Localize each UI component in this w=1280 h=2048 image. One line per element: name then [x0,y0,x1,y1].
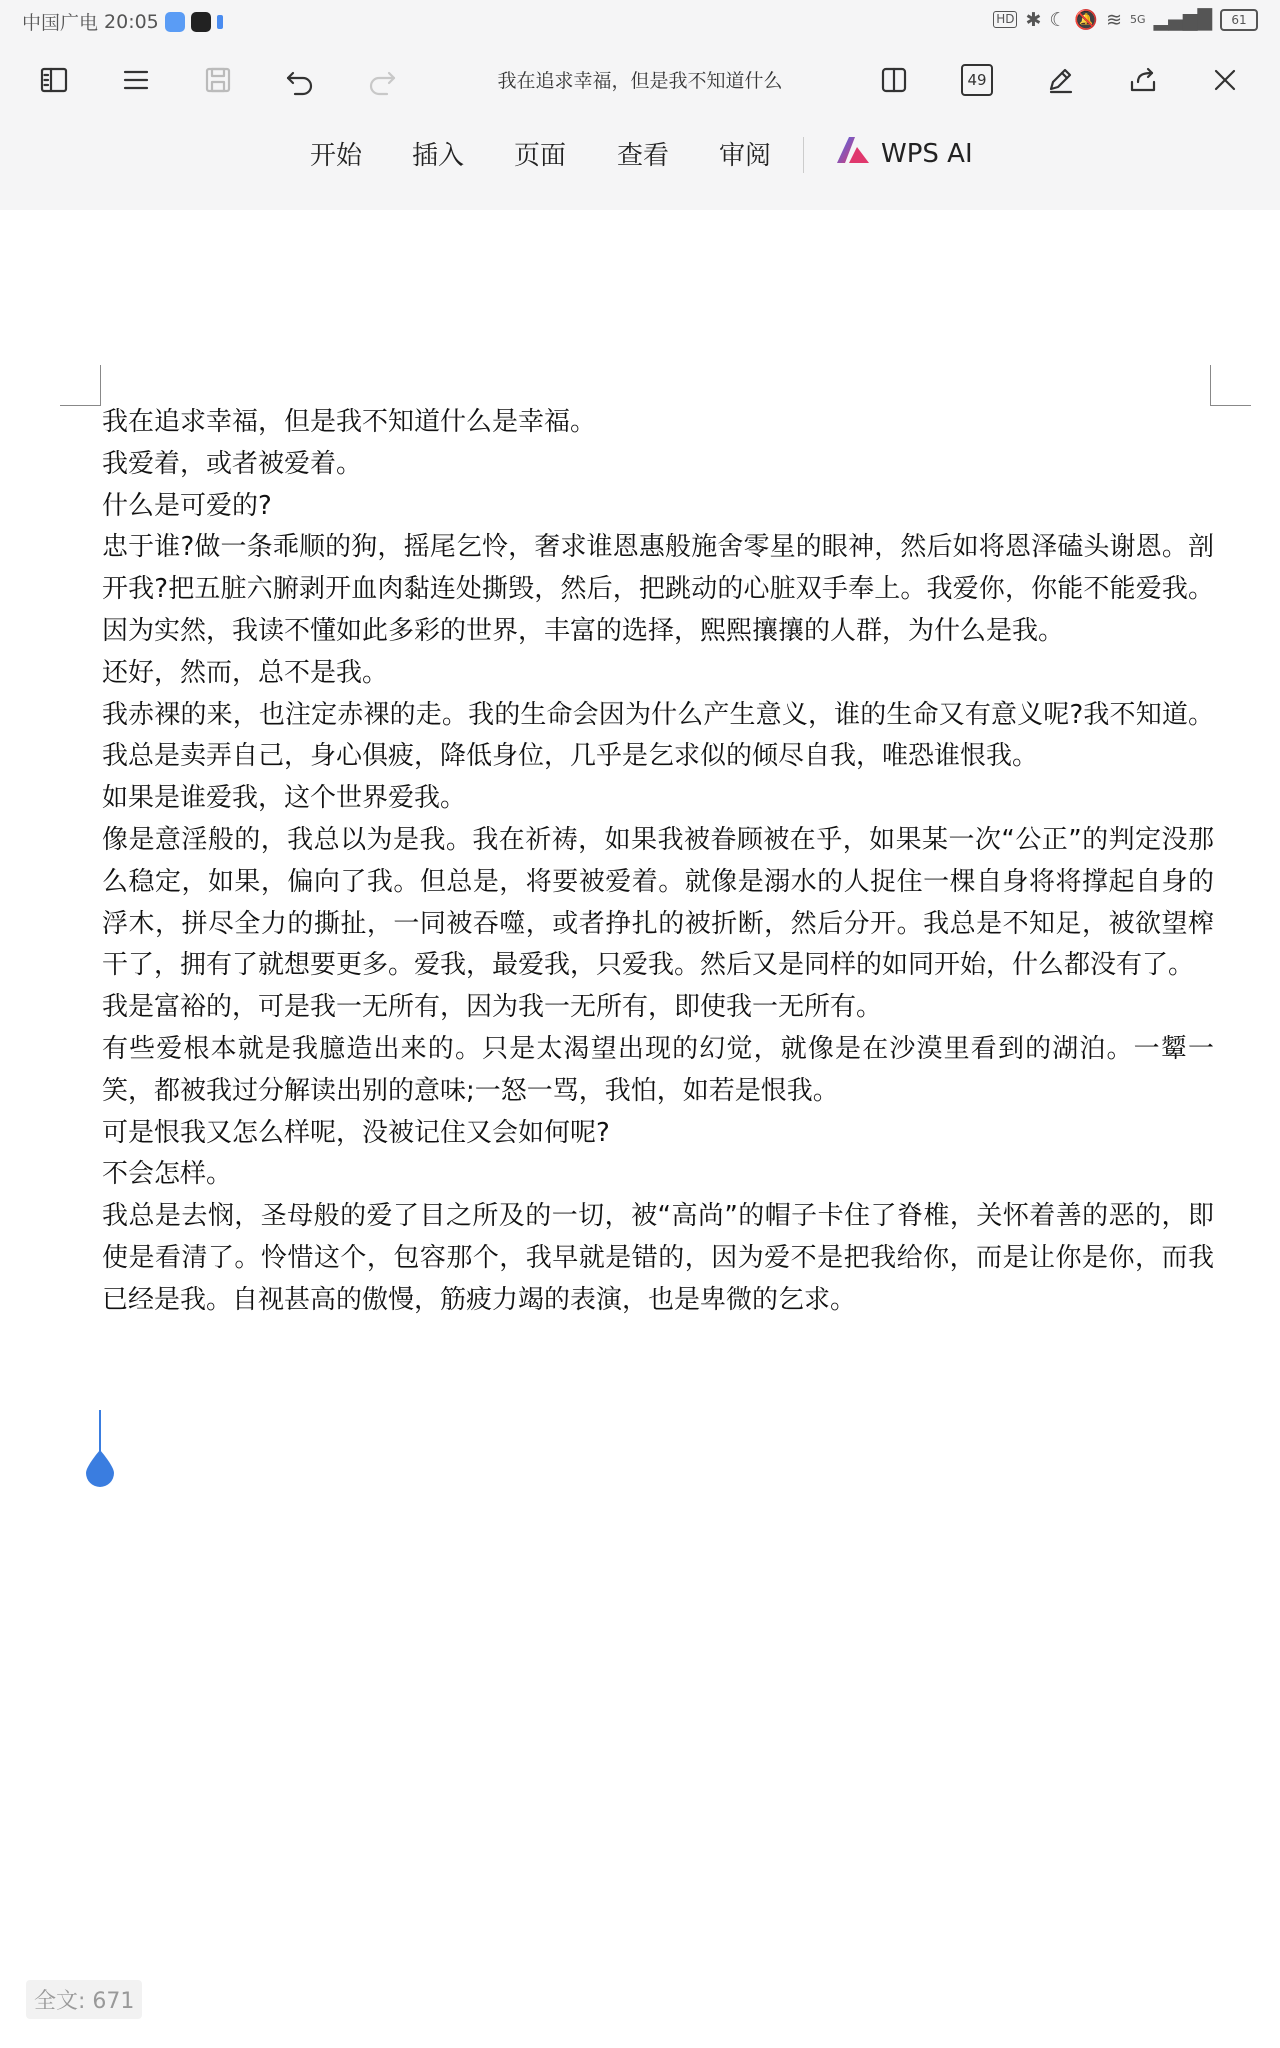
paragraph[interactable]: 像是意淫般的，我总以为是我。我在祈祷，如果我被眷顾被在乎，如果某一次“公正”的判定没那么稳定，如果，偏向了我。但总是，将要被爱着。就像是溺水的人捉住一棵自身将将撑起自身的浮木，拼尽全力的撕扯，一同被吞噬，或者挣扎的被折断，然后分开。我总是不知足，被欲望榨干了，拥有了就想要更多。爱我，最爱我，只爱我。然后又是同样的如同开始，什么都没有了。 [102,824,1214,981]
signal-indicator-icon [217,15,223,29]
battery-icon: 61 [1220,9,1258,31]
margin-corner-top-right [1210,365,1251,406]
document-toolbar [0,40,1280,118]
tab-page[interactable]: 页面 [514,141,567,171]
ribbon-tabs [0,125,1280,185]
status-bar [0,0,1280,40]
cell-signal-icon: ▂▄▆█ [1153,8,1212,31]
wps-ai-label: WPS AI [881,138,973,169]
save-button[interactable] [196,58,240,102]
paragraph[interactable]: 可是恨我又怎么样呢，没被记住又会如何呢? [102,1117,610,1148]
weather-app-icon [165,12,185,32]
menu-divider [803,137,804,173]
close-icon [1208,63,1242,97]
edit-pen-icon [1043,63,1077,97]
hd-icon: HD [993,11,1017,28]
share-icon [1126,63,1160,97]
moon-icon: ☾ [1049,8,1067,31]
page-count-button[interactable] [955,58,999,102]
document-title: 我在追求幸福，但是我不知道什么 [497,70,783,92]
bluetooth-icon: ✱ [1025,8,1042,31]
menu-button[interactable] [114,58,158,102]
paragraph[interactable]: 我爱着，或者被爱着。 [102,448,363,479]
close-button[interactable] [1203,58,1247,102]
tab-wps-ai[interactable] [835,135,973,172]
tab-insert[interactable]: 插入 [412,141,465,171]
paragraph[interactable]: 我在追求幸福，但是我不知道什么是幸福。 [102,407,597,437]
paragraph[interactable]: 还好，然而，总不是我。 [102,657,389,688]
paragraph[interactable]: 我赤裸的来，也注定赤裸的走。我的生命会因为什么产生意义，谁的生命又有意义呢?我不知道。我总是卖弄自己，身心俱疲，降低身位，几乎是乞求似的倾尽自我，唯恐谁恨我。 [102,699,1214,772]
page-count-icon: 49 [961,64,993,96]
clock: 20:05 [104,10,159,33]
wps-ai-logo-icon [835,135,871,172]
save-icon [201,63,235,97]
paragraph[interactable]: 我是富裕的，可是我一无所有，因为我一无所有，即使我一无所有。 [102,992,883,1023]
tab-review[interactable]: 审阅 [719,141,772,171]
paragraph[interactable]: 有些爱根本就是我臆造出来的。只是太渴望出现的幻觉，就像是在沙漠里看到的湖泊。一颦一笑，都被我过分解读出别的意味;一怒一骂，我怕，如若是恨我。 [102,1033,1214,1106]
split-view-icon [877,63,911,97]
notification-app-icon [191,12,211,32]
word-count-badge[interactable]: 全文: 671 [26,1980,142,2019]
paragraph[interactable]: 不会怎样。 [102,1159,233,1190]
margin-corner-top-left [60,365,101,406]
top-toolbar-area [0,0,1280,210]
undo-button[interactable] [278,58,322,102]
carrier-label: 中国广电 [22,12,99,34]
paragraph[interactable]: 如果是谁爱我，这个世界爱我。 [102,783,467,814]
sidebar-toggle-button[interactable] [32,58,76,102]
tab-start[interactable]: 开始 [310,141,363,171]
cursor-handle-icon[interactable] [83,1448,117,1488]
paragraph[interactable]: 我总是去悯，圣母般的爱了目之所及的一切，被“高尚”的帽子卡住了脊椎，关怀着善的恶的，即使是看清了。怜惜这个，包容那个，我早就是错的，因为爱不是把我给你，而是让你是你，而我已经是我。自视甚高的傲慢，筋疲力竭的表演，也是卑微的乞求。 [102,1201,1214,1315]
document-body[interactable] [102,402,1214,1322]
paragraph[interactable]: 忠于谁?做一条乖顺的狗，摇尾乞怜，奢求谁恩惠般施舍零星的眼神，然后如将恩泽磕头谢恩。剖开我?把五脏六腑剥开血肉黏连处撕毁，然后，把跳动的心脏双手奉上。我爱你，你能不能爱我。因为实然，我读不懂如此多彩的世界，丰富的选择，熙熙攘攘的人群，为什么是我。 [102,532,1214,646]
wifi-icon: ≋ [1106,8,1123,31]
split-view-button[interactable] [872,58,916,102]
undo-icon [283,63,317,97]
sidebar-icon [37,63,71,97]
mute-icon: 🔕 [1074,9,1099,31]
edit-button[interactable] [1038,58,1082,102]
tab-view[interactable]: 查看 [617,141,670,171]
document-page[interactable] [0,210,1280,2048]
paragraph[interactable]: 什么是可爱的? [102,490,272,521]
menu-icon [119,63,153,97]
network-label: 5G [1130,13,1146,26]
share-button[interactable] [1121,58,1165,102]
